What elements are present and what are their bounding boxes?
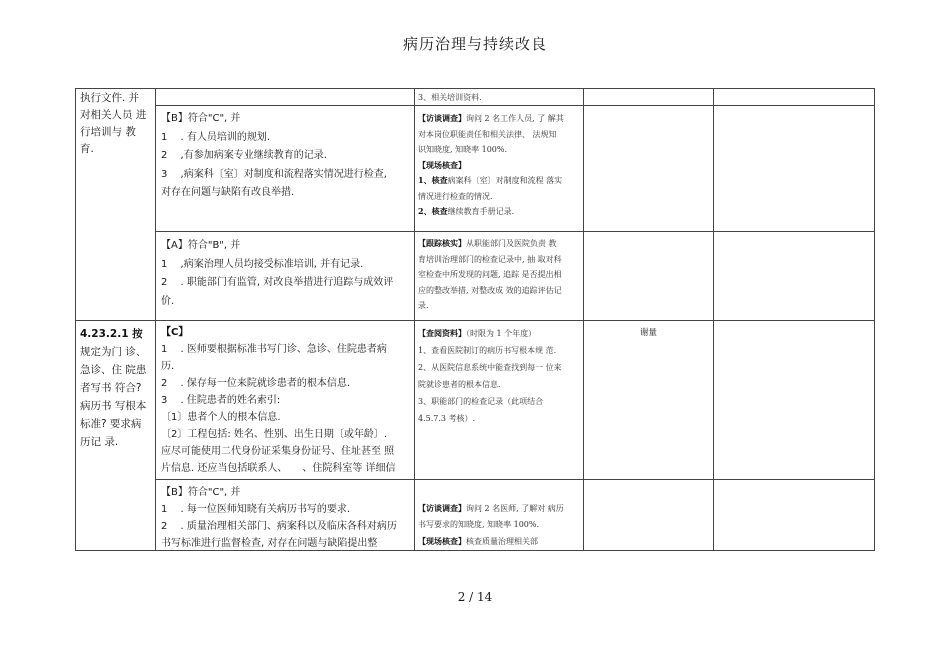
text-span: 1、查看医院制订的病历书写根本规 范. — [418, 346, 557, 355]
text-line: 育. — [80, 143, 94, 155]
text-span: 2、从医院信息系统中能查找到每一 位来 — [418, 363, 562, 372]
bold-label: 【跟踪核实】 — [418, 238, 466, 248]
text-line — [418, 298, 581, 314]
row-divider-1 — [155, 105, 875, 106]
text-span: 识知晓度, 知晓率 100%. — [418, 145, 508, 154]
text-span: 3、职能部门的检查记录（此项结合 — [418, 397, 544, 406]
grade-heading: 【B】符合"C", 并 — [161, 113, 241, 124]
evaluation-cell-4 — [418, 325, 581, 477]
text-line: 1 . 每一位医师知晓有关病历书写的要求. — [161, 504, 351, 515]
text-line — [418, 376, 581, 393]
text-line — [418, 342, 581, 359]
text-line — [418, 533, 581, 550]
text-span: 病案科〔室〕对制度和流程 落实 — [447, 176, 563, 185]
col-divider-1 — [155, 88, 156, 551]
text-line — [418, 359, 581, 376]
standard-cell-2 — [80, 325, 154, 547]
text-line — [418, 500, 581, 517]
text-line: 价. — [161, 295, 175, 307]
criteria-cell-b2 — [161, 484, 411, 550]
text-span: 录. — [418, 301, 429, 310]
text-line — [418, 142, 581, 158]
bold-label: 【现场核查】 — [418, 536, 466, 546]
bold-label: 2、核查 — [418, 206, 448, 216]
page-number: 2 / 14 — [457, 590, 493, 604]
text-line: 1 ,病案治理人员均接受标准培训, 并有记录. — [161, 258, 364, 270]
text-span: 育培训治理部门的检查记录中, 抽 取对科 — [418, 254, 562, 264]
text-line: 对存在问题与缺陷有改良举措. — [161, 187, 295, 198]
text-span: 情况进行检查的情况. — [418, 191, 493, 201]
evaluation-cell-5 — [418, 500, 581, 550]
bold-label: 【现场核查】 — [418, 159, 466, 170]
text-line — [418, 173, 581, 189]
grade-heading: 【C】 — [161, 327, 189, 338]
text-line — [418, 393, 581, 410]
criteria-cell-c2 — [161, 324, 411, 478]
text-line — [418, 252, 581, 268]
text-line: 3 . 住院患者的姓名索引: — [161, 395, 281, 406]
text-line: 1 . 医师要根据标准书写门诊、急诊、住院患者病 — [161, 344, 387, 355]
text-line: 2 . 保存每一位来院就诊患者的根本信息. — [161, 378, 351, 389]
text-line: 3、相关培训资料. — [418, 93, 482, 102]
text-span: 对本岗位职能责任和相关法律、 法规知 — [418, 129, 557, 139]
text-line: 3 ,病案科〔室〕对制度和流程落实情况进行检查, — [161, 168, 387, 180]
text-line: 执行文件. 并 — [80, 92, 140, 104]
criteria-cell-b1 — [161, 110, 411, 230]
col-divider-4 — [713, 88, 714, 551]
text-line: 〔1〕患者个人的根本信息. — [161, 412, 281, 423]
bold-label: 1、核查 — [418, 175, 448, 185]
col-divider-2 — [414, 88, 415, 551]
note-cell: 谢量 — [639, 328, 657, 338]
text-line — [418, 189, 581, 205]
bold-label: 【查阅资料】 — [418, 328, 466, 338]
text-line: 规定为门 诊、 — [80, 346, 147, 358]
text-line: 病历书 写根本 — [80, 400, 147, 412]
text-line: 标准? 要求病 — [80, 418, 142, 430]
text-line — [418, 127, 581, 143]
bold-label: 【访谈调查】 — [418, 113, 466, 123]
text-line: 历记 录. — [80, 436, 119, 448]
page-title: 病历治理与持续改良 — [402, 35, 547, 53]
table-border-left — [75, 88, 76, 551]
text-line: 2 ,有参加病案专业继续教育的记录. — [161, 150, 327, 161]
text-line — [418, 410, 581, 427]
bold-label: 【访谈调查】 — [418, 503, 466, 513]
text-line — [418, 325, 581, 342]
text-span: 4.5.7.3 考核）. — [418, 414, 476, 423]
text-line: 对相关人员 进 — [80, 109, 147, 121]
evaluation-cell-2 — [418, 111, 581, 231]
text-span: 书写要求的知晓度, 知晓率 100%. — [418, 520, 540, 529]
text-line — [418, 267, 581, 283]
text-line — [418, 236, 581, 252]
text-span: 询问 2 名医师, 了解对 病历 — [466, 504, 564, 513]
text-span: （时限为 1 个年度） — [466, 329, 537, 338]
text-line — [418, 517, 581, 533]
evaluation-cell-1 — [418, 91, 580, 105]
evaluation-cell-3 — [418, 236, 581, 319]
text-line: 急诊、住 院患 — [80, 364, 147, 376]
text-line: 行培训与 教 — [80, 126, 136, 138]
text-span: 院就诊患者的根本信息. — [418, 380, 501, 389]
text-line: 〔2〕工程包括: 姓名、性别、出生日期〔或年龄〕. — [161, 429, 388, 440]
row-divider-3 — [75, 320, 875, 321]
text-line — [418, 283, 581, 299]
text-line: 片信息. 还应当包括联系人、 、住院科室等 详细信 — [161, 463, 396, 474]
table-border-right — [874, 88, 875, 551]
text-span: 从职能部门及医院负责 教 — [466, 239, 557, 248]
standard-cell-1 — [80, 90, 152, 316]
text-line: 应尽可能使用二代身份证采集身份证号、住址甚至 照 — [161, 446, 395, 457]
criteria-cell-a1 — [161, 237, 411, 319]
text-line — [418, 158, 581, 174]
standards-table — [75, 88, 875, 551]
col-divider-3 — [583, 88, 584, 551]
row-divider-2 — [155, 231, 875, 232]
standard-code: 4.23.2.1 按 — [80, 328, 143, 340]
text-line — [418, 111, 581, 127]
text-line: 者写书 符合? — [80, 382, 142, 394]
grade-heading: 【A】符合"B", 并 — [161, 240, 241, 251]
table-border-top — [75, 88, 875, 89]
text-line: 历. — [161, 361, 175, 372]
text-line: 书写标准进行监督检查, 对存在问题与缺陷提出整 — [161, 538, 378, 549]
grade-heading: 【B】符合"C", 并 — [161, 487, 241, 498]
text-span: 应的整改举措, 对整改成 效的追踪评估记 — [418, 285, 562, 295]
text-span: 继续教育手册记录. — [447, 207, 515, 216]
text-span: 询问 2 名工作人员, 了 解其 — [466, 114, 564, 123]
text-line — [418, 204, 581, 220]
row-divider-4 — [155, 479, 875, 480]
text-line: 2 . 质量治理相关部门、病案科以及临床各科对病历 — [161, 521, 397, 532]
text-span: 室检查中所发现的问题, 追踪 是否提出相 — [418, 270, 562, 279]
text-span: 核查质量治理相关部 — [466, 537, 538, 546]
text-line: 1 . 有人员培训的规划. — [161, 131, 271, 143]
table-border-bottom — [75, 550, 875, 551]
text-line: 2 . 职能部门有监管, 对改良举措进行追踪与成效评 — [161, 277, 394, 288]
